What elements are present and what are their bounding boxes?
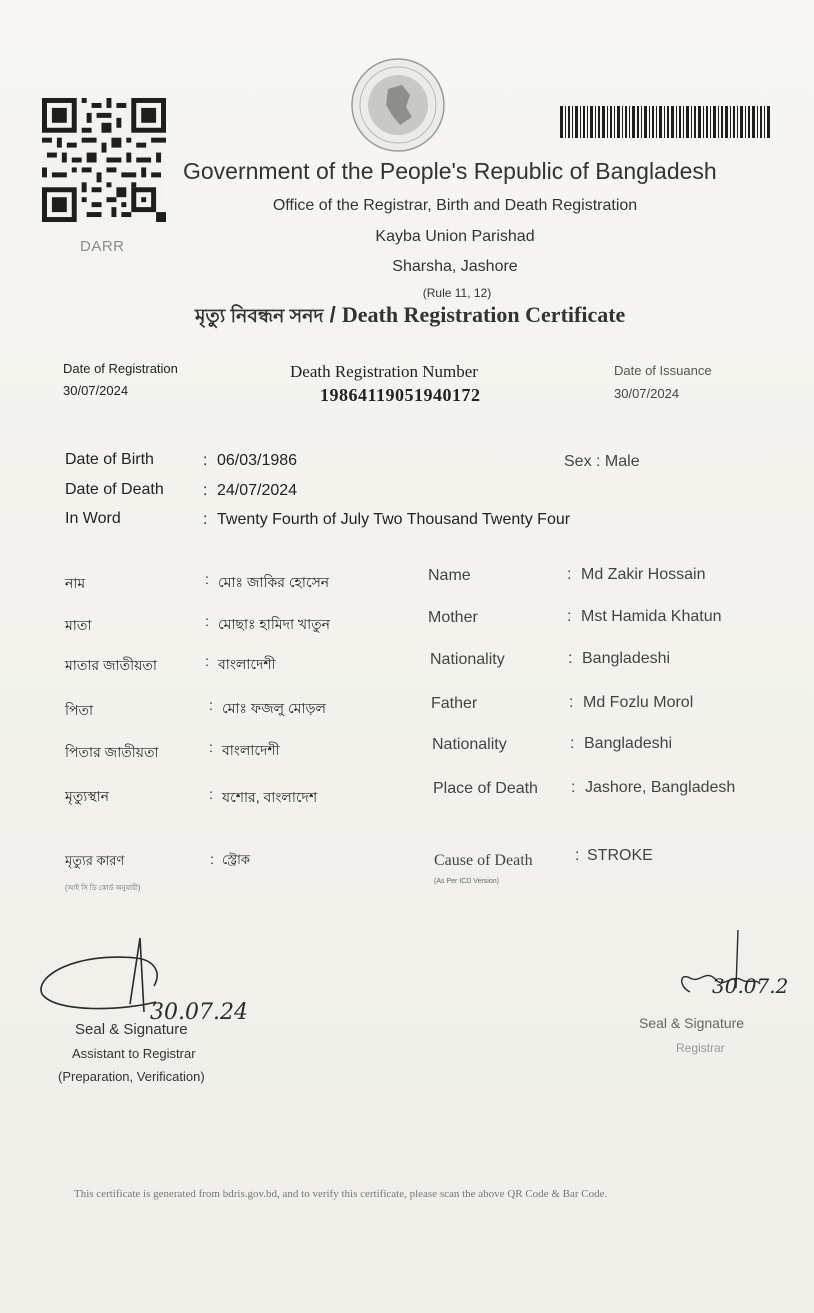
mother-nationality-en-value: Bangladeshi (582, 650, 671, 667)
name-bn-value: মোঃ জাকির হোসেন (218, 574, 330, 590)
father-bn-value: মোঃ ফজলু মোড়ল (222, 700, 326, 716)
government-seal-icon (348, 55, 448, 155)
father-en-label: Father (431, 695, 478, 712)
cause-bn-colon: : (210, 851, 214, 867)
assistant-role: Assistant to Registrar (72, 1046, 196, 1061)
father-nationality-bn-label: পিতার জাতীয়তা (65, 744, 159, 760)
in-word-label: In Word (65, 510, 121, 527)
sex-value: Sex : Male (564, 453, 640, 470)
union-name: Kayba Union Parishad (375, 228, 535, 245)
government-title: Government of the People's Republic of Bangladesh (183, 158, 717, 184)
name-en-label: Name (428, 567, 471, 584)
date-of-registration-label: Date of Registration (63, 361, 178, 376)
mother-bn-colon: : (205, 613, 209, 629)
certificate-title-en: Death Registration Certificate (341, 302, 626, 327)
upazila-name: Sharsha, Jashore (392, 258, 518, 275)
assistant-role-sub: (Preparation, Verification) (58, 1069, 205, 1084)
date-of-birth-value: 06/03/1986 (217, 452, 298, 469)
mother-bn-label: মাতা (65, 617, 92, 633)
certificate-title (195, 302, 625, 334)
mother-nationality-en-label: Nationality (430, 651, 505, 668)
mother-en-value: Mst Hamida Khatun (581, 608, 722, 625)
date-of-death-colon: : (203, 482, 208, 499)
cause-bn-value: স্ট্রোক (222, 852, 250, 867)
father-bn-colon: : (209, 697, 213, 713)
father-nationality-en-label: Nationality (432, 736, 507, 753)
barcode-icon (560, 106, 772, 138)
mother-bn-value: মোছাঃ হামিদা খাতুন (218, 616, 331, 632)
in-word-value: Twenty Fourth of July Two Thousand Twenty Four (217, 511, 571, 528)
father-nationality-en-colon: : (570, 735, 575, 752)
father-en-value: Md Fozlu Morol (583, 694, 694, 711)
cause-en-value: STROKE (587, 847, 653, 864)
assistant-signature-icon (36, 932, 166, 1022)
mother-nationality-bn-colon: : (205, 653, 209, 669)
registration-number-label: Death Registration Number (290, 362, 478, 381)
mother-nationality-bn-label: মাতার জাতীয়তা (65, 657, 157, 673)
mother-en-label: Mother (428, 609, 478, 626)
name-bn-label: নাম (65, 575, 86, 591)
father-nationality-bn-value: বাংলাদেশী (222, 742, 280, 758)
father-nationality-bn-colon: : (209, 739, 213, 755)
cause-en-label: Cause of Death (434, 852, 533, 869)
place-of-death-bn-value: যশোর, বাংলাদেশ (222, 789, 318, 805)
place-of-death-en-value: Jashore, Bangladesh (585, 779, 736, 796)
cause-en-colon: : (575, 847, 580, 864)
office-name: Office of the Registrar, Birth and Death Registration (272, 197, 638, 214)
registration-number-value: 19864119051940172 (320, 385, 481, 405)
registrar-signature-date: 30.07.2 (712, 974, 789, 998)
footer-note: This certificate is generated from bdris.gov.bd, and to verify this certificate, please scan the above QR Code & Bar Code. (74, 1188, 608, 1200)
place-of-death-en-colon: : (571, 779, 576, 796)
date-of-registration-value: 30/07/2024 (63, 383, 129, 398)
date-of-issuance-label: Date of Issuance (614, 363, 712, 378)
registrar-seal-label: Seal & Signature (639, 1015, 745, 1031)
registrar-role: Registrar (676, 1041, 725, 1055)
qr-label: DARR (80, 238, 125, 255)
date-of-issuance-value: 30/07/2024 (614, 386, 680, 401)
date-of-birth-colon: : (203, 452, 208, 469)
assistant-seal-label: Seal & Signature (75, 1021, 188, 1038)
name-en-value: Md Zakir Hossain (581, 566, 706, 583)
mother-en-colon: : (567, 608, 572, 625)
father-bn-label: পিতা (65, 702, 94, 718)
name-en-colon: : (567, 566, 572, 583)
date-of-death-label: Date of Death (65, 481, 164, 498)
father-en-colon: : (569, 694, 574, 711)
mother-nationality-en-colon: : (568, 650, 573, 667)
cause-en-note: (As Per ICD Version) (434, 878, 499, 885)
place-of-death-bn-colon: : (209, 786, 213, 802)
date-of-birth-label: Date of Birth (65, 451, 154, 468)
in-word-colon: : (203, 511, 208, 528)
certificate-title-separator: / (323, 302, 342, 327)
place-of-death-en-label: Place of Death (433, 780, 538, 797)
place-of-death-bn-label: মৃত্যুস্থান (65, 788, 110, 804)
rule-reference: (Rule 11, 12) (422, 286, 492, 300)
assistant-signature-date: 30.07.24 (150, 1000, 248, 1025)
date-of-death-value: 24/07/2024 (217, 482, 298, 499)
certificate-title-bn: মৃত্যু নিবন্ধন সনদ (195, 306, 324, 327)
cause-bn-note: (আই সি ডি কোর্ড অনুযায়ী) (65, 885, 141, 892)
name-bn-colon: : (205, 571, 209, 587)
cause-bn-label: মৃত্যুর কারণ (65, 853, 125, 868)
father-nationality-en-value: Bangladeshi (584, 735, 673, 752)
mother-nationality-bn-value: বাংলাদেশী (218, 656, 276, 672)
